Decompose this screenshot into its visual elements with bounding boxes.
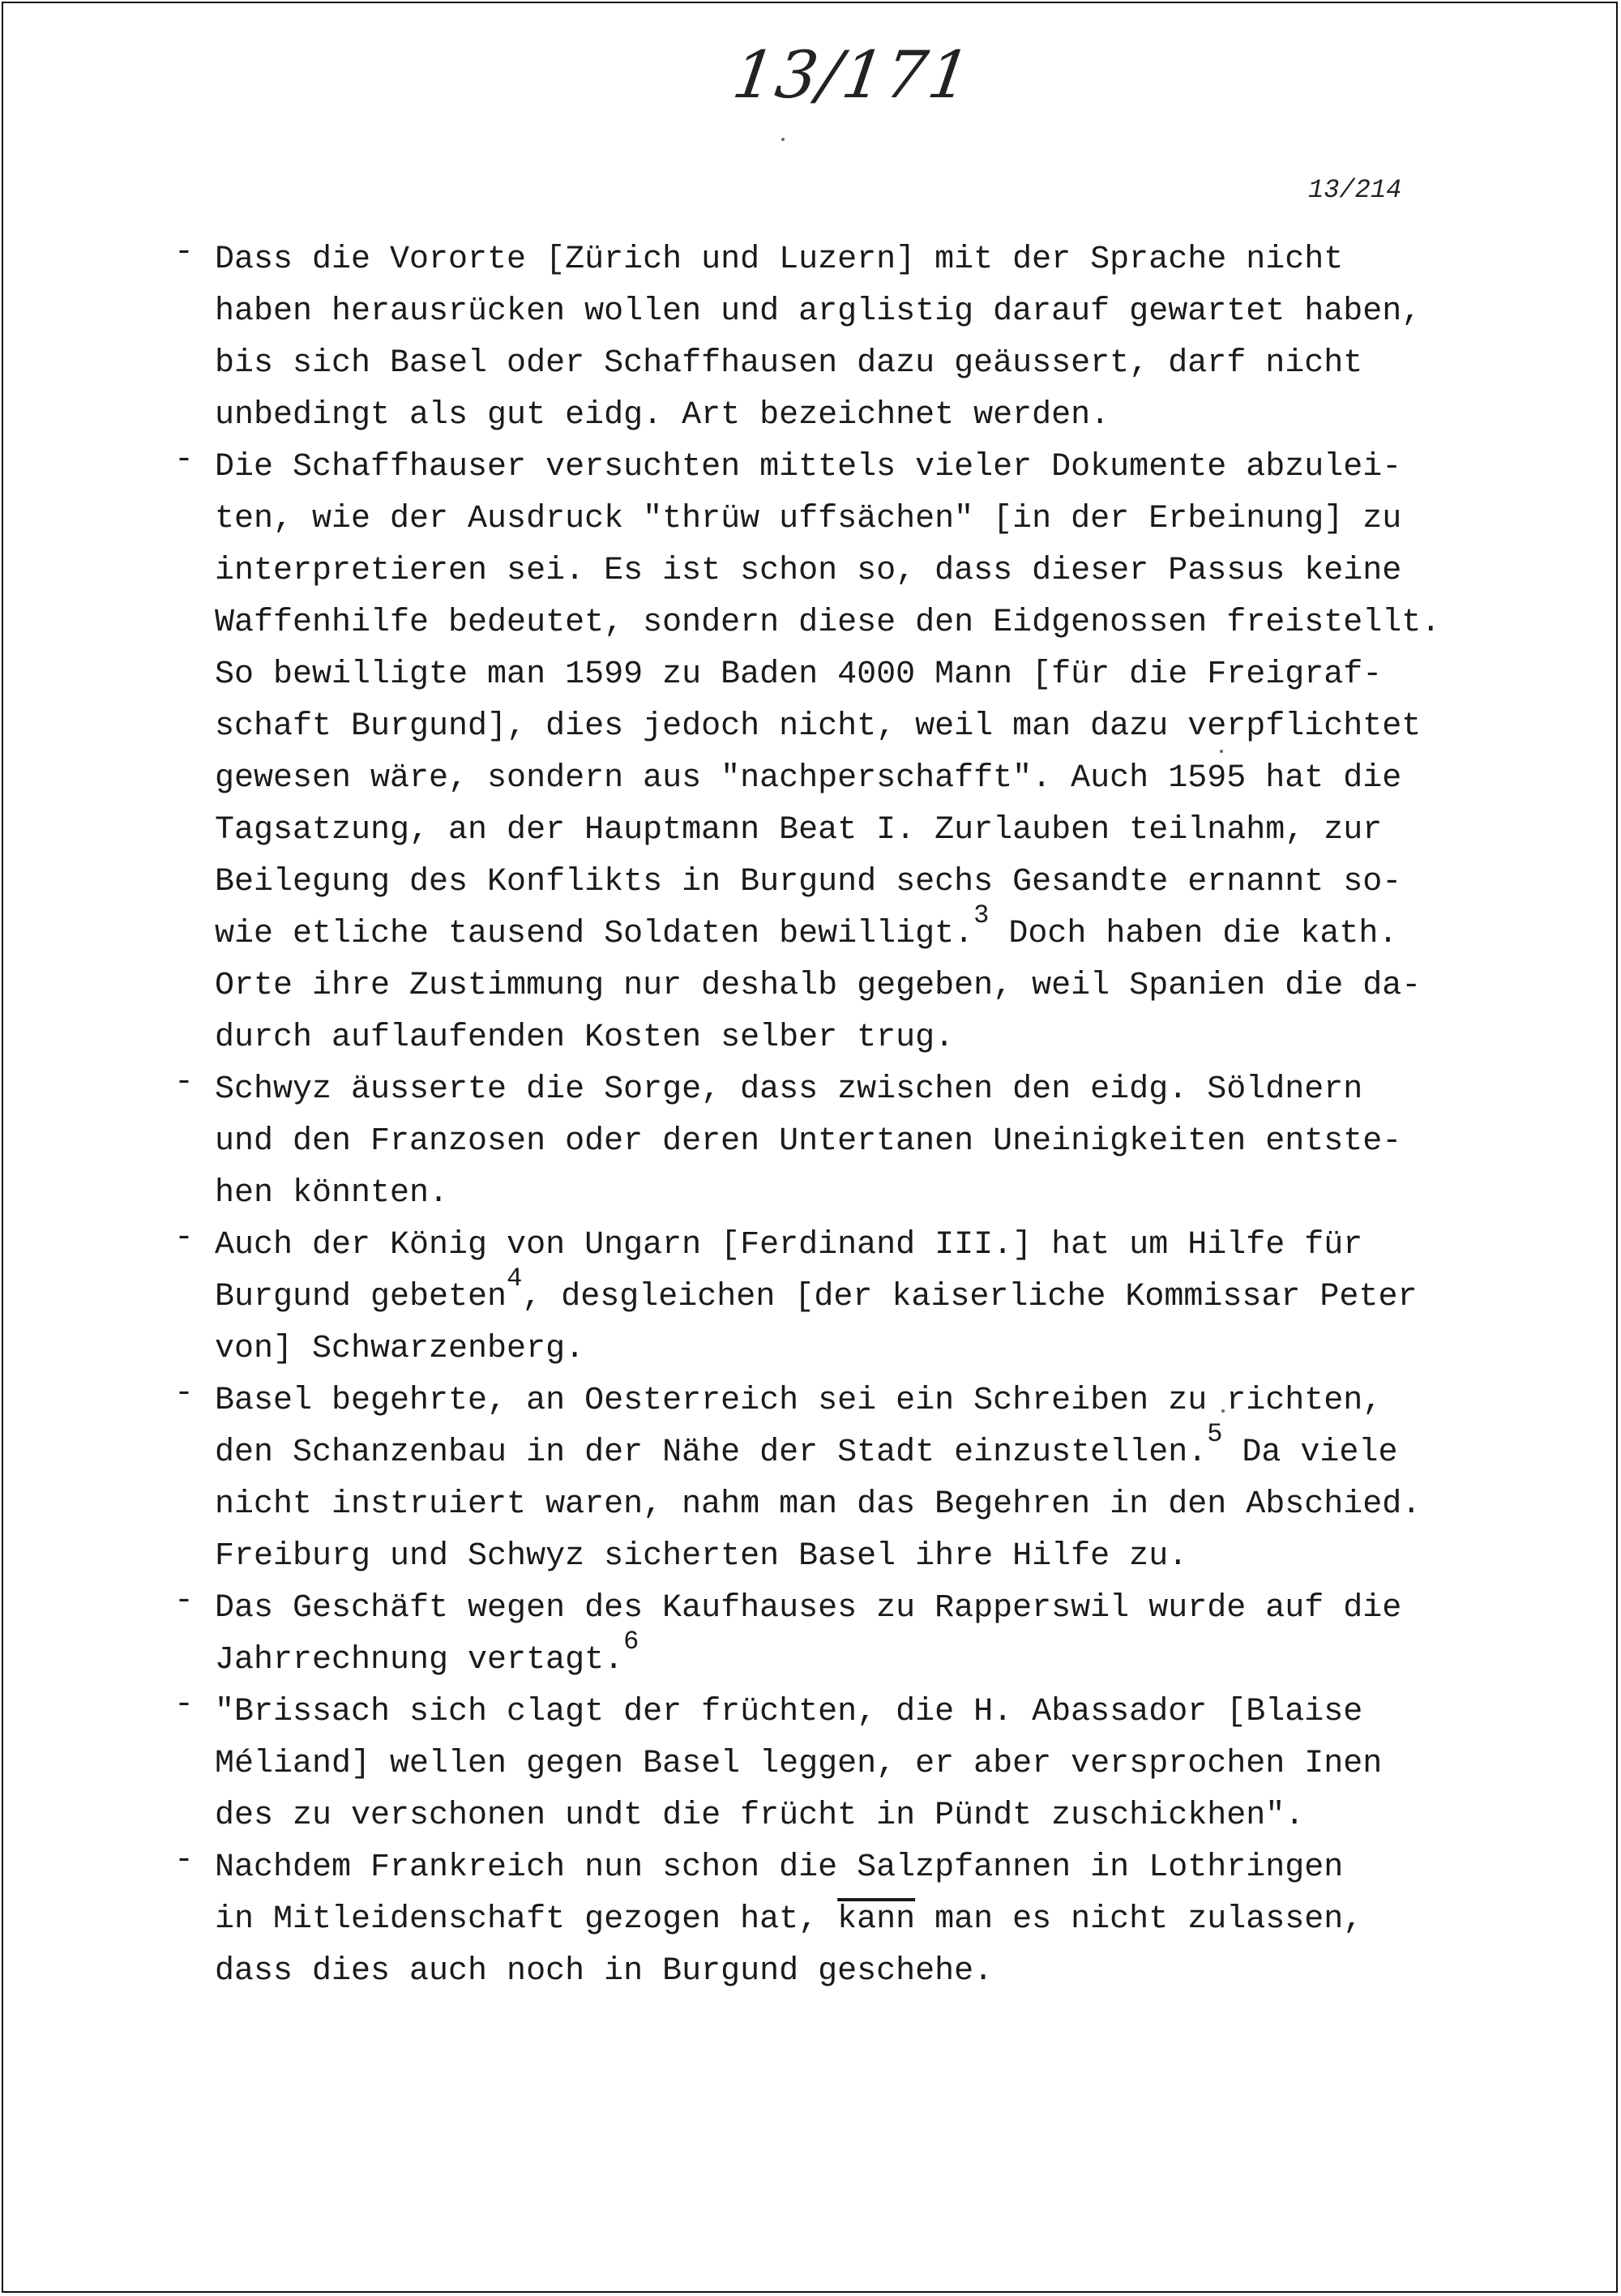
- text-line: haben herausrücken wollen und arglistig darauf gewartet haben,: [215, 293, 1422, 330]
- text-line: Basel begehrte, an Oesterreich sei ein Schreiben zu richten,: [215, 1383, 1383, 1419]
- text-line: ten, wie der Ausdruck "thrüw uffsächen" [in der Erbeinung] zu: [215, 501, 1402, 537]
- footnote-marker: 4: [507, 1263, 523, 1293]
- text-line: [215, 1626, 1471, 1687]
- text-segment: man es nicht zulassen,: [915, 1901, 1363, 1938]
- stray-ink-mark: [781, 138, 785, 141]
- text-segment: Doch haben die kath.: [989, 916, 1398, 952]
- footnote-marker: 6: [623, 1626, 639, 1657]
- text-line: interpretieren sei. Es ist schon so, dass dieser Passus keine: [215, 553, 1402, 589]
- bullet-dash: -: [174, 1064, 195, 1101]
- text-segment: in Mitleidenschaft gezogen hat,: [215, 1901, 838, 1938]
- text-line: Freiburg und Schwyz sicherten Basel ihre Hilfe zu.: [215, 1538, 1188, 1575]
- bullet-dash: -: [174, 1687, 195, 1723]
- bullet-dash: -: [174, 1375, 195, 1412]
- text-line: gewesen wäre, sondern aus "nachperschafft". Auch 1595 hat die: [215, 760, 1402, 797]
- text-line: Beilegung des Konflikts in Burgund sechs Gesandte ernannt so-: [215, 864, 1402, 900]
- list-item: [174, 1220, 1471, 1375]
- text-line: und den Franzosen oder deren Untertanen Uneinigkeiten entste-: [215, 1123, 1402, 1160]
- bullet-dash: -: [174, 1583, 195, 1619]
- text-line: So bewilligte man 1599 zu Baden 4000 Mann [für die Freigraf-: [215, 656, 1383, 693]
- list-item: [174, 1842, 1471, 1998]
- text-line: nicht instruiert waren, nahm man das Begehren in den Abschied.: [215, 1486, 1422, 1523]
- list-item: [174, 1064, 1471, 1220]
- document-body: [174, 234, 1471, 1998]
- text-line: Schwyz äusserte die Sorge, dass zwischen den eidg. Söldnern: [215, 1071, 1363, 1108]
- text-segment: den Schanzenbau in der Nähe der Stadt einzustellen.: [215, 1434, 1208, 1471]
- text-line: Tagsatzung, an der Hauptmann Beat I. Zurlauben teilnahm, zur: [215, 812, 1383, 849]
- list-item: [174, 442, 1471, 1064]
- text-line: [215, 1418, 1471, 1479]
- text-line: bis sich Basel oder Schaffhausen dazu geäussert, darf nicht: [215, 345, 1363, 382]
- text-line: "Brissach sich clagt der früchten, die H. Abassador [Blaise: [215, 1694, 1363, 1730]
- page-number: 13/214: [1308, 175, 1402, 205]
- text-segment: wie etliche tausend Soldaten bewilligt.: [215, 916, 974, 952]
- list-item: [174, 234, 1471, 442]
- text-line: Das Geschäft wegen des Kaufhauses zu Rapperswil wurde auf die: [215, 1590, 1402, 1627]
- text-line: Waffenhilfe bedeutet, sondern diese den Eidgenossen freistellt.: [215, 605, 1441, 641]
- bullet-dash: -: [174, 442, 195, 478]
- text-line: schaft Burgund], dies jedoch nicht, weil man dazu verpflichtet: [215, 708, 1422, 745]
- bullet-dash: -: [174, 1842, 195, 1879]
- footnote-marker: 3: [973, 900, 990, 930]
- text-line: unbedingt als gut eidg. Art bezeichnet werden.: [215, 397, 1110, 434]
- text-line: [215, 1263, 1471, 1323]
- text-line: Die Schaffhauser versuchten mittels vieler Dokumente abzulei-: [215, 449, 1402, 485]
- footnote-marker: 5: [1207, 1418, 1223, 1449]
- text-segment: Jahrrechnung vertagt.: [215, 1642, 624, 1678]
- list-item: [174, 1583, 1471, 1687]
- text-line: dass dies auch noch in Burgund geschehe.: [215, 1953, 994, 1990]
- text-line: Orte ihre Zustimmung nur deshalb gegeben, weil Spanien die da-: [215, 968, 1422, 1004]
- text-segment: Da viele: [1222, 1434, 1398, 1471]
- text-line: des zu verschonen undt die frücht in Pündt zuschickhen".: [215, 1798, 1305, 1834]
- list-item: [174, 1375, 1471, 1583]
- text-line: durch auflaufenden Kosten selber trug.: [215, 1020, 955, 1056]
- bullet-dash: -: [174, 234, 195, 271]
- text-line: von] Schwarzenberg.: [215, 1331, 585, 1367]
- text-line: [215, 900, 1471, 960]
- inserted-word: kann: [837, 1901, 916, 1938]
- bullet-dash: -: [174, 1220, 195, 1256]
- text-segment: , desgleichen [der kaiserliche Kommissar Peter: [522, 1279, 1418, 1315]
- text-line: Dass die Vororte [Zürich und Luzern] mit der Sprache nicht: [215, 242, 1344, 278]
- list-item: [174, 1687, 1471, 1842]
- text-line: Nachdem Frankreich nun schon die Salzpfannen in Lothringen: [215, 1849, 1344, 1886]
- text-line: hen könnten.: [215, 1175, 449, 1212]
- text-line: [215, 1894, 1471, 1946]
- text-line: Méliand] wellen gegen Basel leggen, er aber versprochen Inen: [215, 1746, 1383, 1782]
- text-line: Auch der König von Ungarn [Ferdinand III.] hat um Hilfe für: [215, 1227, 1363, 1263]
- text-segment: Burgund gebeten: [215, 1279, 507, 1315]
- handwritten-reference: 13/171: [728, 37, 977, 113]
